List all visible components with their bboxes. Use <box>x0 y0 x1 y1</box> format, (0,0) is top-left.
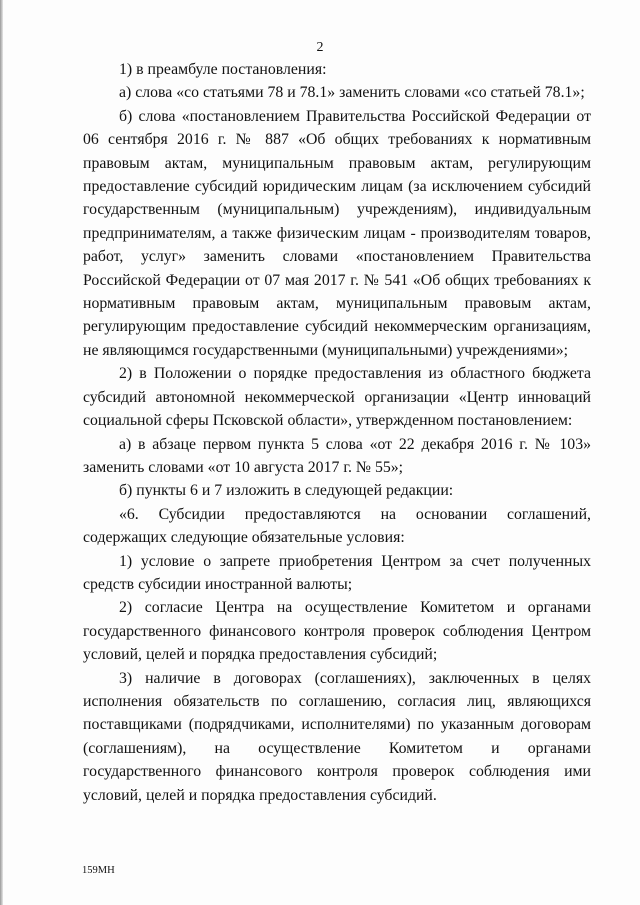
footer-code: 159MH <box>82 865 115 876</box>
paragraph-point6: «6. Субсидии предоставляются на основании соглашений, содержащих следующие обязательные условия: <box>83 505 591 547</box>
paragraph-a-articles: а) слова «со статьями 78 и 78.1» заменить словами «со статьей 78.1»; <box>119 84 585 102</box>
document-body <box>83 58 591 807</box>
paragraph-condition-3: 3) наличие в договорах (соглашениях), заключенных в целях исполнения обязательств по соглашению, согласия лиц, являющихся поставщиками (подрядчиками, исполнителями) по указанным договорам (соглашениям), на осуществление Комитетом и органами государственного финансового контроля проверок соблюдения ими условий, целей и порядка предоставления субсидий. <box>83 669 591 804</box>
paragraph-condition-1: 1) условие о запрете приобретения Центром за счет полученных средств субсидии иностранной валюты; <box>83 552 591 593</box>
paragraph-b-resolution: б) слова «постановлением Правительства Российской Федерации от 06 сентября 2016 г. № 887 «Об общих требованиях к нормативным правовым актам, муниципальным правовым актам, регулирующим предоставление субсидий юридическим лицам (за исключением субсидий государственным (муниципальным) учреждениям), индивидуальным предпринимателям, а также физическим лицам - производителям товаров, работ, услуг» заменить словами «постановлением Правительства Российской Федерации от 07 мая 2017 г. № 541 «Об общих требованиях к нормативным правовым актам, муниципальным правовым актам, регулирующим предоставление субсидий некоммерческим организациям, не являющимся государственными (муниципальными) учреждениями»; <box>83 107 591 359</box>
paragraph-b-points: б) пункты 6 и 7 изложить в следующей редакции: <box>119 482 454 500</box>
page-number: 2 <box>316 40 324 55</box>
scan-edge <box>0 0 3 905</box>
paragraph-condition-2: 2) согласие Центра на осуществление Комитетом и органами государственного финансового контроля проверок соблюдения Центром условий, целей и порядка предоставления субсидий; <box>83 599 591 664</box>
paragraph-regulation: 2) в Положении о порядке предоставления из областного бюджета субсидий автономной некоммерческой организации «Центр инноваций социальной сферы Псковской области», утвержденном постановлением: <box>83 365 591 430</box>
paragraph-a-clause5: а) в абзаце первом пункта 5 слова «от 22 декабря 2016 г. № 103» заменить словами «от 10 августа 2017 г. № 55»; <box>83 435 591 476</box>
paragraph-preamble: 1) в преамбуле постановления: <box>119 61 327 78</box>
